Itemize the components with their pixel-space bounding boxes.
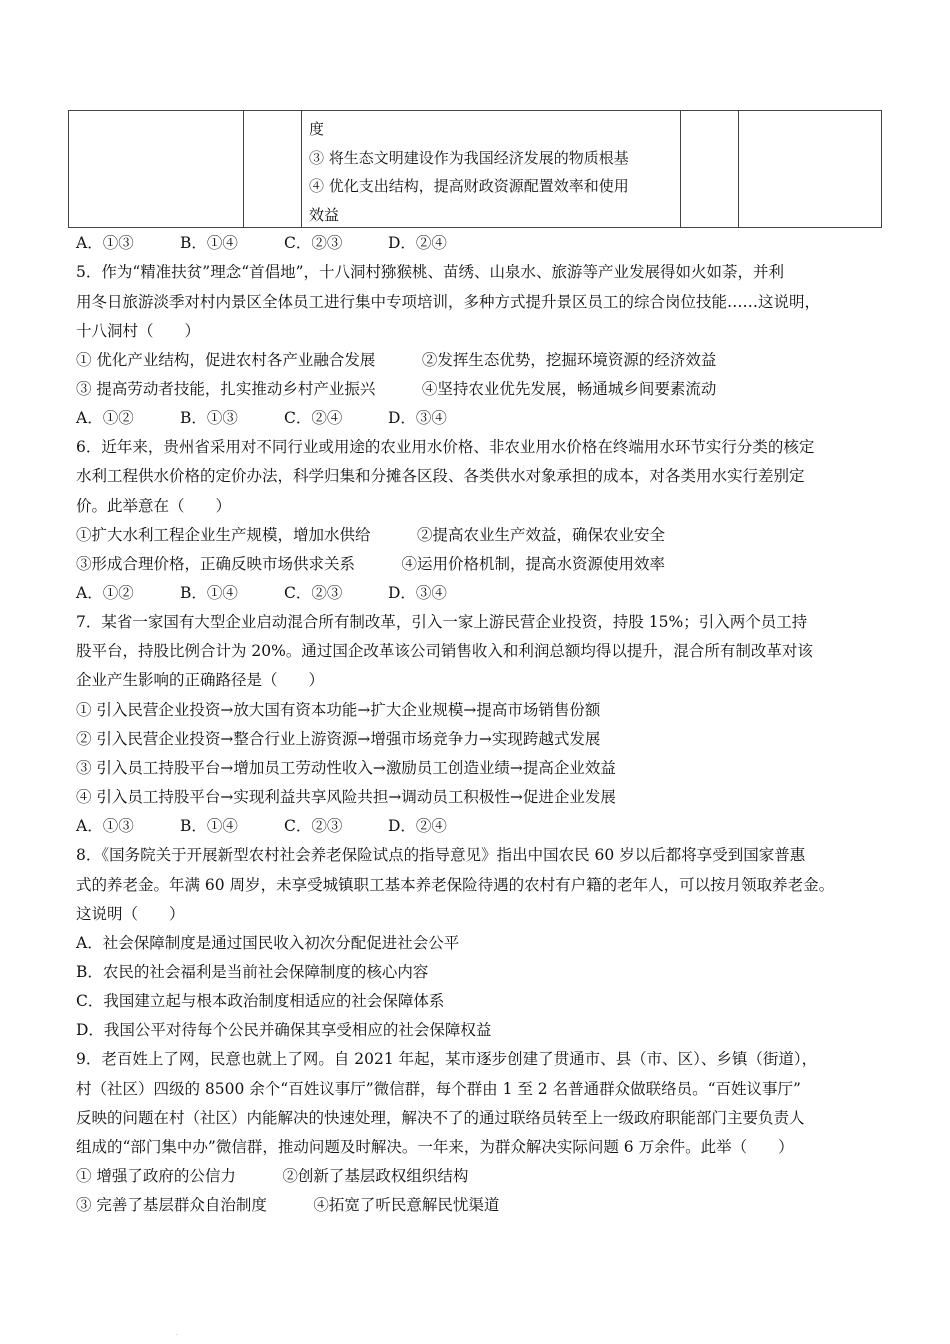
q5-options: [76, 408, 447, 428]
q7-item: ① 引入民营企业投资→放大国有资本功能→扩大企业规模→提高市场销售份额: [76, 701, 601, 719]
q6-stem-line: 6．近年来，贵州省采用对不同行业或用途的农业用水价格、非农业用水价格在终端用水环节实行分类的核定: [76, 438, 815, 456]
q9-item: ① 增强了政府的公信力 ②创新了基层政权组织结构: [76, 1167, 469, 1185]
q8-stem-line: 式的养老金。年满 60 周岁，未享受城镇职工基本养老保险待遇的农村有户籍的老年人，可以按月领取养老金。: [76, 876, 835, 894]
q6-item: ①扩大水利工程企业生产规模，增加水供给 ②提高农业生产效益，确保农业安全: [76, 526, 666, 544]
table-divider: [680, 111, 681, 227]
q8-choice-c: C．我国建立起与根本政治制度相适应的社会保障体系: [76, 992, 445, 1010]
table-divider: [301, 111, 302, 227]
q5-item: ③ 提高劳动者技能，扎实推动乡村产业振兴 ④坚持农业优先发展，畅通城乡间要素流动: [76, 380, 717, 398]
option-c: C．②③: [284, 234, 343, 252]
option-a: A．①②: [76, 584, 134, 602]
table-cell-line: ④ 优化支出结构，提高财政资源配置效率和使用: [309, 177, 629, 195]
q6-stem-line: 水利工程供水价格的定价办法，科学归集和分摊各区段、各类供水对象承担的成本，对各类用水实行差别定: [76, 467, 805, 485]
q9-stem-line: 村（社区）四级的 8500 余个“百姓议事厅”微信群，每个群由 1 至 2 名普通群众做联络员。“百姓议事厅”: [76, 1080, 801, 1098]
option-c: C．②③: [284, 584, 343, 602]
q5-stem-line: 十八洞村（ ）: [76, 322, 201, 340]
option-b: B．①④: [180, 584, 238, 602]
q8-stem-line: 这说明（ ）: [76, 905, 185, 923]
option-d: D．③④: [388, 584, 447, 602]
option-b: B．①④: [180, 234, 238, 252]
table-divider: [243, 111, 244, 227]
q9-stem-line: 组成的“部门集中办”微信群，推动问题及时解决。一年来，为群众解决实际问题 6 万余件。此举（ ）: [76, 1138, 794, 1156]
option-a: A．①③: [76, 234, 134, 252]
option-d: D．②④: [388, 817, 447, 835]
q9-stem-line: 反映的问题在村（社区）内能解决的快速处理，解决不了的通过联络员转至上一级政府职能部门主要负责人: [76, 1109, 805, 1127]
option-b: B．①④: [180, 817, 238, 835]
q7-stem-line: 股平台，持股比例合计为 20%。通过国企改革该公司销售收入和利润总额均得以提升，混合所有制改革对该: [76, 642, 813, 660]
q4-options: [76, 233, 447, 253]
q7-item: ② 引入民营企业投资→整合行业上游资源→增强市场竞争力→实现跨越式发展: [76, 730, 601, 748]
q7-stem-line: 企业产生影响的正确路径是（ ）: [76, 671, 325, 689]
q6-item: ③形成合理价格，正确反映市场供求关系 ④运用价格机制，提高水资源使用效率: [76, 555, 666, 573]
q7-item: ④ 引入员工持股平台→实现利益共享风险共担→调动员工积极性→促进企业发展: [76, 788, 616, 806]
option-d: D．③④: [388, 409, 447, 427]
q9-item: ③ 完善了基层群众自治制度 ④拓宽了听民意解民忧渠道: [76, 1196, 500, 1214]
q7-item: ③ 引入员工持股平台→增加员工劳动性收入→激励员工创造业绩→提高企业效益: [76, 759, 616, 777]
q5-stem-line: 用冬日旅游淡季对村内景区全体员工进行集中专项培训，多种方式提升景区员工的综合岗位技能……这说明，: [76, 293, 821, 311]
q8-stem-line: 8．《国务院关于开展新型农村社会养老保险试点的指导意见》指出中国农民 60 岁以后都将享受到国家普惠: [76, 846, 806, 864]
table-divider: [738, 111, 739, 227]
table-cell-line: ③ 将生态文明建设作为我国经济发展的物质根基: [309, 148, 629, 167]
table-cell-line: 度: [309, 120, 325, 138]
q5-stem-line: 5．作为“精准扶贫”理念“首倡地”，十八洞村猕猴桃、苗绣、山泉水、旅游等产业发展得如火如荼，并利: [76, 263, 785, 281]
q7-stem-line: 7．某省一家国有大型企业启动混合所有制改革，引入一家上游民营企业投资，持股 15%；引入两个员工持: [76, 613, 808, 631]
table-cell-line: 效益: [309, 205, 340, 224]
option-d: D．②④: [388, 234, 447, 252]
option-c: C．②④: [284, 409, 343, 427]
q6-stem-line: 价。此举意在（ ）: [76, 497, 232, 515]
q6-options: [76, 583, 447, 603]
answer-table: [68, 110, 882, 228]
option-c: C．②③: [284, 817, 343, 835]
option-a: A．①②: [76, 409, 134, 427]
q9-stem-line: 9．老百姓上了网，民意也就上了网。自 2021 年起，某市逐步创建了贯通市、县（市、区）、乡镇（街道），: [76, 1050, 818, 1068]
q8-choice-a: A．社会保障制度是通过国民收入初次分配促进社会公平: [76, 934, 460, 952]
option-a: A．①③: [76, 817, 134, 835]
option-b: B．①③: [180, 409, 238, 427]
q7-options: [76, 816, 447, 836]
footer-mark: .: [176, 1330, 178, 1337]
q5-item: ① 优化产业结构，促进农村各产业融合发展 ②发挥生态优势，挖掘环境资源的经济效益: [76, 351, 717, 369]
table-cell-text: [309, 115, 679, 229]
q8-choice-d: D．我国公平对待每个公民并确保其享受相应的社会保障权益: [76, 1021, 492, 1039]
q8-choice-b: B．农民的社会福利是当前社会保障制度的核心内容: [76, 963, 429, 981]
